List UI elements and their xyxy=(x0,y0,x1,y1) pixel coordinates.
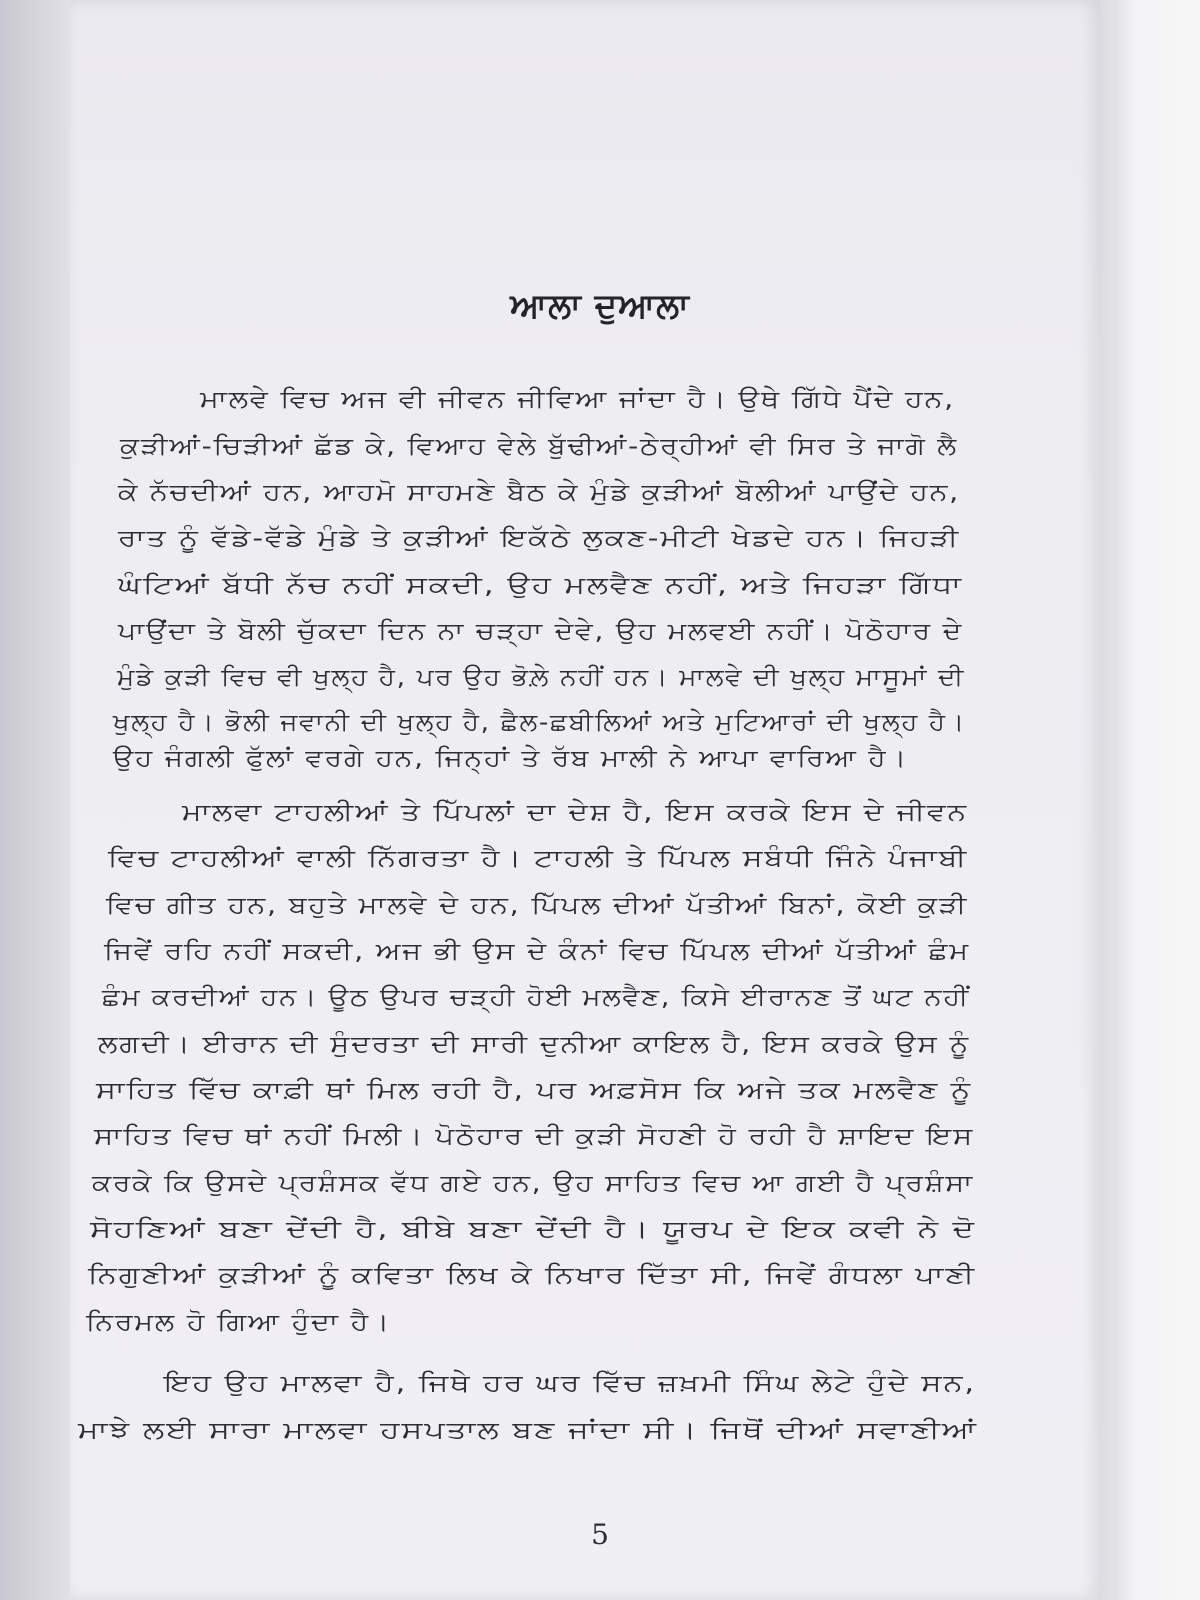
text-line: ਖੁਲ੍ਹ ਹੈ। ਭੋਲੀ ਜਵਾਨੀ ਦੀ ਖੁਲ੍ਹ ਹੈ, ਛੈਲ-ਛਬੀਲਿਆਂ ਅਤੇ ਮੁਟਿਆਰਾਂ ਦੀ ਖੁਲ੍ਹ ਹੈ। xyxy=(113,708,966,736)
page-edge-shadow xyxy=(1100,0,1114,1600)
text-line: ਲਗਦੀ। ਈਰਾਨ ਦੀ ਸੁੰਦਰਤਾ ਦੀ ਸਾਰੀ ਦੁਨੀਆ ਕਾਇਲ ਹੈ, ਇਸ ਕਰਕੇ ਉਸ ਨੂੰ xyxy=(98,1030,971,1058)
text-line: ਕੇ ਨੱਚਦੀਆਂ ਹਨ, ਆਹਮੋ ਸਾਹਮਣੇ ਬੈਠ ਕੇ ਮੁੰਡੇ ਕੁੜੀਆਂ ਬੋਲੀਆਂ ਪਾਉਂਦੇ ਹਨ, xyxy=(118,478,960,506)
text-line: ਉਹ ਜੰਗਲੀ ਫੁੱਲਾਂ ਵਰਗੇ ਹਨ, ਜਿਨ੍ਹਾਂ ਤੇ ਰੱਬ ਮਾਲੀ ਨੇ ਆਪਾ ਵਾਰਿਆ ਹੈ। xyxy=(113,744,908,772)
text-line: ਜਿਵੇਂ ਰਹਿ ਨਹੀਂ ਸਕਦੀ, ਅਜ ਭੀ ਉਸ ਦੇ ਕੰਨਾਂ ਵਿਚ ਪਿੱਪਲ ਦੀਆਂ ਪੱਤੀਆਂ ਛੰਮ xyxy=(104,937,970,965)
text-line: ਵਿਚ ਟਾਹਲੀਆਂ ਵਾਲੀ ਨਿੱਗਰਤਾ ਹੈ। ਟਾਹਲੀ ਤੇ ਪਿੱਪਲ ਸਬੰਧੀ ਜਿੰਨੇ ਪੰਜਾਬੀ xyxy=(108,844,969,872)
text-line: ਇਹ ਉਹ ਮਾਲਵਾ ਹੈ, ਜਿਥੇ ਹਰ ਘਰ ਵਿੱਚ ਜ਼ਖ਼ਮੀ ਸਿੰਘ ਲੇਟੇ ਹੁੰਦੇ ਸਨ, xyxy=(164,1369,976,1397)
text-line: ਨਿਗੁਣੀਆਂ ਕੁੜੀਆਂ ਨੂੰ ਕਵਿਤਾ ਲਿਖ ਕੇ ਨਿਖਾਰ ਦਿੱਤਾ ਸੀ, ਜਿਵੇਂ ਗੰਧਲਾ ਪਾਣੀ xyxy=(88,1261,976,1289)
text-line: ਸਾਹਿਤ ਵਿਚ ਥਾਂ ਨਹੀਂ ਮਿਲੀ। ਪੋਠੋਹਾਰ ਦੀ ਕੁੜੀ ਸੋਹਣੀ ਹੋ ਰਹੀ ਹੈ ਸ਼ਾਇਦ ਇਸ xyxy=(94,1122,974,1150)
text-line: ਪਾਉਂਦਾ ਤੇ ਬੋਲੀ ਚੁੱਕਦਾ ਦਿਨ ਨਾ ਚੜ੍ਹਾ ਦੇਵੇ, ਉਹ ਮਲਵਈ ਨਹੀਂ। ਪੋਠੋਹਾਰ ਦੇ xyxy=(118,617,964,645)
text-line: ਸੋਹਣਿਆਂ ਬਣਾ ਦੇਂਦੀ ਹੈ, ਬੀਬੇ ਬਣਾ ਦੇਂਦੀ ਹੈ। ਯੂਰਪ ਦੇ ਇਕ ਕਵੀ ਨੇ ਦੋ xyxy=(90,1215,976,1243)
text-line: ਕਰਕੇ ਕਿ ਉਸਦੇ ਪ੍ਰਸ਼ੰਸਕ ਵੱਧ ਗਏ ਹਨ, ਉਹ ਸਾਹਿਤ ਵਿਚ ਆ ਗਈ ਹੈ ਪ੍ਰਸ਼ੰਸਾ xyxy=(92,1169,974,1197)
text-line: ਮਾਲਵਾ ਟਾਹਲੀਆਂ ਤੇ ਪਿੱਪਲਾਂ ਦਾ ਦੇਸ਼ ਹੈ, ਇਸ ਕਰਕੇ ਇਸ ਦੇ ਜੀਵਨ xyxy=(182,798,968,826)
text-line: ਕੁੜੀਆਂ-ਚਿੜੀਆਂ ਛੱਡ ਕੇ, ਵਿਆਹ ਵੇਲੇ ਬੁੱਢੀਆਂ-ਠੇਰ੍ਹੀਆਂ ਵੀ ਸਿਰ ਤੇ ਜਾਗੋ ਲੈ xyxy=(120,432,958,460)
chapter-title: ਆਲਾ ਦੁਆਲਾ xyxy=(510,286,690,326)
text-line: ਰਾਤ ਨੂੰ ਵੱਡੇ-ਵੱਡੇ ਮੁੰਡੇ ਤੇ ਕੁੜੀਆਂ ਇਕੱਠੇ ਲੁਕਣ-ਮੀਟੀ ਖੇਡਦੇ ਹਨ। ਜਿਹੜੀ xyxy=(118,524,961,552)
text-line: ਵਿਚ ਗੀਤ ਹਨ, ਬਹੁਤੇ ਮਾਲਵੇ ਦੇ ਹਨ, ਪਿੱਪਲ ਦੀਆਂ ਪੱਤੀਆਂ ਬਿਨਾਂ, ਕੋਈ ਕੁੜੀ xyxy=(106,891,968,919)
text-line: ਸਾਹਿਤ ਵਿੱਚ ਕਾਫ਼ੀ ਥਾਂ ਮਿਲ ਰਹੀ ਹੈ, ਪਰ ਅਫ਼ਸੋਸ ਕਿ ਅਜੇ ਤਕ ਮਲਵੈਣ ਨੂੰ xyxy=(96,1076,973,1104)
text-line: ਘੰਟਿਆਂ ਬੱਧੀ ਨੱਚ ਨਹੀਂ ਸਕਦੀ, ਉਹ ਮਲਵੈਣ ਨਹੀਂ, ਅਤੇ ਜਿਹੜਾ ਗਿੱਧਾ xyxy=(118,571,963,599)
text-line: ਛੰਮ ਕਰਦੀਆਂ ਹਨ। ਊਠ ਉਪਰ ਚੜ੍ਹੀ ਹੋਈ ਮਲਵੈਣ, ਕਿਸੇ ਈਰਾਨਣ ਤੋਂ ਘਟ ਨਹੀਂ xyxy=(102,983,970,1011)
text-line: ਨਿਰਮਲ ਹੋ ਗਿਆ ਹੁੰਦਾ ਹੈ। xyxy=(86,1308,391,1336)
text-line: ਮਾਲਵੇ ਵਿਚ ਅਜ ਵੀ ਜੀਵਨ ਜੀਵਿਆ ਜਾਂਦਾ ਹੈ। ਉਥੇ ਗਿੱਧੇ ਪੈਂਦੇ ਹਨ, xyxy=(200,385,956,413)
text-line: ਮਾਝੇ ਲਈ ਸਾਰਾ ਮਾਲਵਾ ਹਸਪਤਾਲ ਬਣ ਜਾਂਦਾ ਸੀ। ਜਿਥੋਂ ਦੀਆਂ ਸਵਾਣੀਆਂ xyxy=(78,1416,978,1444)
text-line: ਮੁੰਡੇ ਕੁੜੀ ਵਿਚ ਵੀ ਖੁਲ੍ਹ ਹੈ, ਪਰ ਉਹ ਭੋਲ਼ੇ ਨਹੀਂ ਹਨ। ਮਾਲਵੇ ਦੀ ਖੁਲ੍ਹ ਮਾਸੂਮਾਂ ਦੀ xyxy=(117,663,965,691)
page-number: 5 xyxy=(591,1518,609,1551)
